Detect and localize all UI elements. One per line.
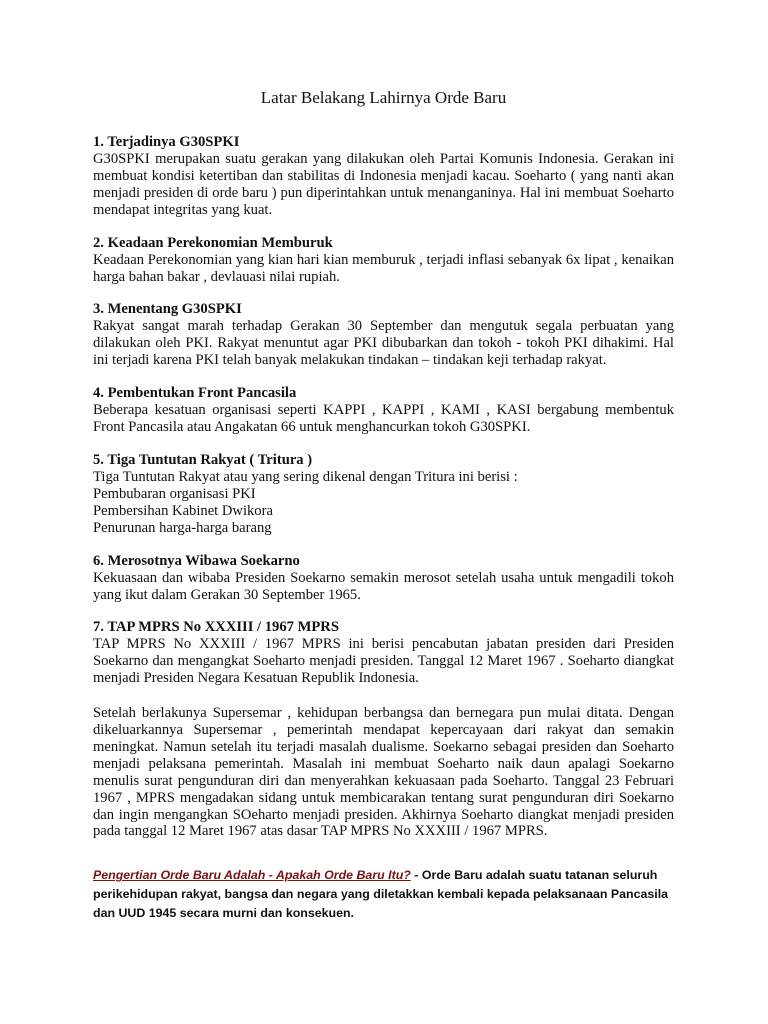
section-7 xyxy=(93,619,674,687)
document-title: Latar Belakang Lahirnya Orde Baru xyxy=(260,88,507,107)
section-5 xyxy=(93,452,674,537)
section-6 xyxy=(93,553,674,604)
section-body: Keadaan Perekonomian yang kian hari kian memburuk , terjadi inflasi sebanyak 6x lipat , kenaikan harga bahan bakar , devlauasi nilai rupiah. xyxy=(93,251,674,285)
section-heading: 7. TAP MPRS No XXXIII / 1967 MPRS xyxy=(93,619,339,636)
section-3 xyxy=(93,301,674,369)
section-1 xyxy=(93,134,674,219)
section-heading: 3. Menentang G30SPKI xyxy=(93,301,242,318)
list-item: Pembubaran organisasi PKI xyxy=(93,485,256,502)
list-item: Pembersihan Kabinet Dwikora xyxy=(93,502,273,519)
section-body: TAP MPRS No XXXIII / 1967 MPRS ini berisi pencabutan jabatan presiden dari Presiden Soekarno dan mengangkat Soeharto menjadi presiden. Tanggal 12 Maret 1967 . Soeharto diangkat menjadi Presiden Negara Kesatuan Republik Indonesia. xyxy=(93,636,674,687)
list-item: Penurunan harga-harga barang xyxy=(93,519,272,536)
section-heading: 1. Terjadinya G30SPKI xyxy=(93,134,240,150)
section-heading: 2. Keadaan Perekonomian Memburuk xyxy=(93,234,333,251)
section-body: G30SPKI merupakan suatu gerakan yang dilakukan oleh Partai Komunis Indonesia. Gerakan ini membuat kondisi ketertiban dan stabilitas di Indonesia menjadi kacau. Soeharto ( yang nanti akan menjadi presiden di orde baru ) pun diperintahkan untuk menanganinya. Hal ini membuat Soeharto mendapat integritas yang kuat. xyxy=(93,151,674,218)
section-heading: 6. Merosotnya Wibawa Soekarno xyxy=(93,552,300,569)
footer-definition xyxy=(93,866,674,923)
footer-text: - Orde Baru adalah suatu tatanan seluruh perikehidupan rakyat, bangsa dan negara yang diletakkan kembali kepada pelaksanaan Pancasila dan UUD 1945 secara murni dan konsekuen. xyxy=(93,868,669,921)
section-body: Kekuasaan dan wibaba Presiden Soekarno semakin merosot setelah usaha untuk mengadili tokoh yang ikut dalam Gerakan 30 September 1965. xyxy=(93,569,674,603)
section-body: Rakyat sangat marah terhadap Gerakan 30 September dan mengutuk segala perbuatan yang dilakukan oleh PKI. Rakyat menuntut agar PKI dibubarkan dan tokoh - tokoh PKI dihakimi. Hal ini terjadi karena PKI telah banyak melakukan tindakan – tindakan keji terhadap rakyat. xyxy=(93,318,674,369)
section-2 xyxy=(93,235,674,286)
section-heading: 4. Pembentukan Front Pancasila xyxy=(93,385,297,402)
section-body: Beberapa kesatuan organisasi seperti KAPPI , KAPPI , KAMI , KASI bergabung membentuk Front Pancasila atau Angakatan 66 untuk menghancurkan tokoh G30SPKI. xyxy=(93,402,674,436)
section-4 xyxy=(93,385,674,436)
section-heading: 5. Tiga Tuntutan Rakyat ( Tritura ) xyxy=(93,451,313,468)
section-intro: Tiga Tuntutan Rakyat atau yang sering dikenal dengan Tritura ini berisi : xyxy=(93,468,518,485)
closing-paragraph: Setelah berlakunya Supersemar , kehidupan berbangsa dan bernegara pun mulai ditata. Dengan dikeluarkannya Supersemar , pemerintah mendapat kepercayaan dari rakyat dan semakin meningkat. Namun setelah itu terjadi masalah dualisme. Soekarno sebagai presiden dan Soeharto menjadi pelaksana pemerintah. Masalah ini membuat Soeharto naik daun apalagi Soekarno menulis surat pengunduran diri dan menyerahkan kekuasaan pada Soeharto. Tanggal 23 Februari 1967 , MPRS mengadakan sidang untuk membicarakan tentang surat pengunduran diri Soekarno dan ingin mengangkan SOeharto menjadi presiden. Akhirnya Soeharto diangkat menjadi presiden pada tanggal 12 Maret 1967 atas dasar TAP MPRS No XXXIII / 1967 MPRS. xyxy=(93,705,674,840)
footer-lead-link[interactable]: Pengertian Orde Baru Adalah - Apakah Orde Baru Itu? xyxy=(93,868,411,883)
